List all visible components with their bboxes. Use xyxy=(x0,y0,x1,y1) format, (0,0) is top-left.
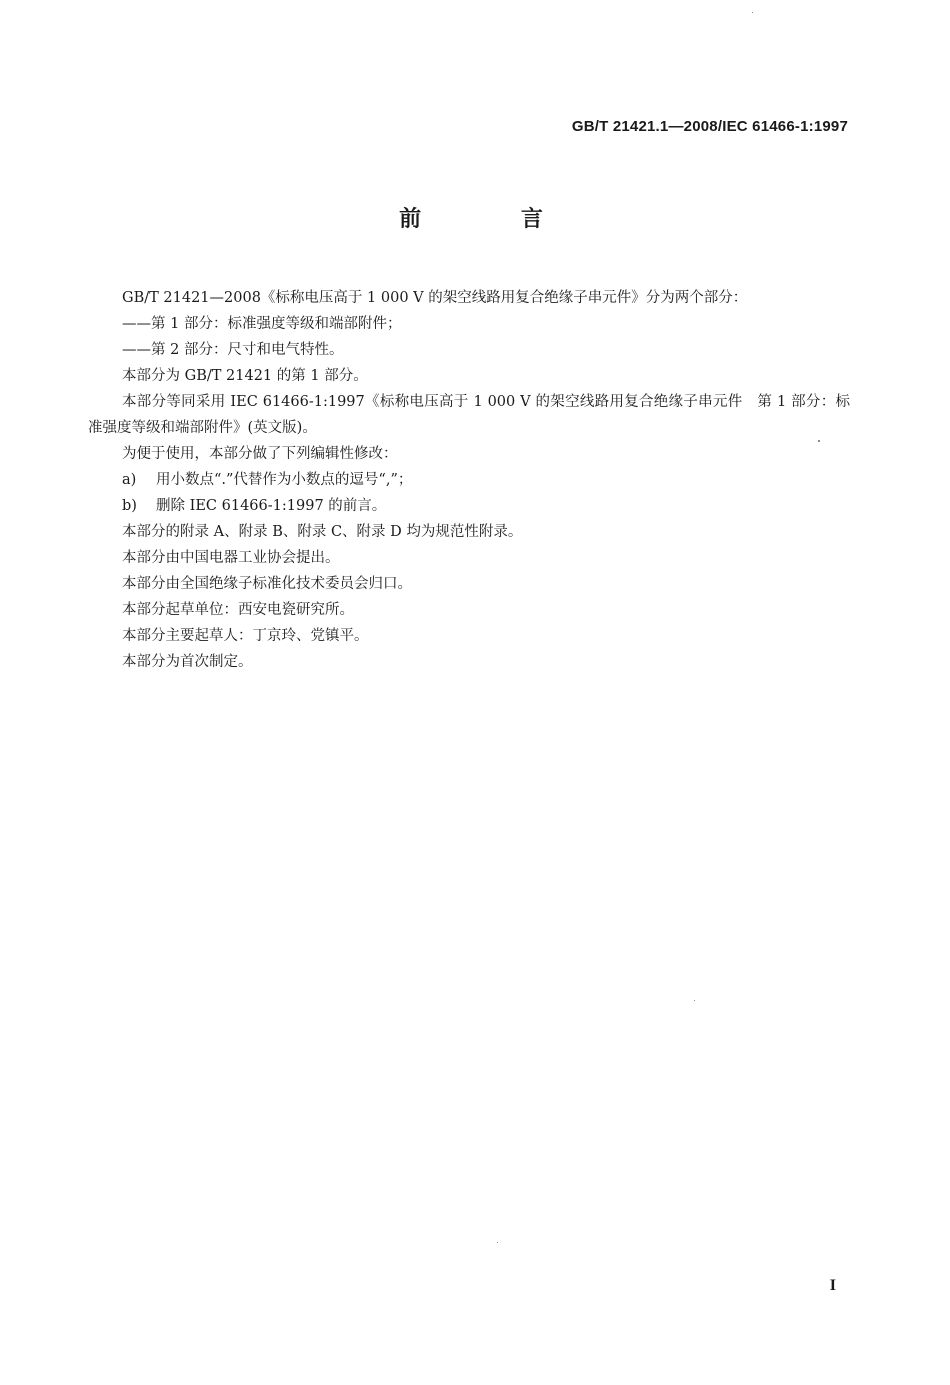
drafting-unit-paragraph: 本部分起草单位：西安电瓷研究所。 xyxy=(122,602,354,618)
list-item xyxy=(88,467,850,493)
page-number: I xyxy=(829,1277,836,1294)
scan-speck xyxy=(694,1000,695,1001)
list-item-text: 用小数点“.”代替作为小数点的逗号“,”； xyxy=(156,472,413,488)
part-1-line: ——第 1 部分：标准强度等级和端部附件； xyxy=(122,316,402,332)
proposer-paragraph: 本部分由中国电器工业协会提出。 xyxy=(122,550,340,566)
annex-paragraph: 本部分的附录 A、附录 B、附录 C、附录 D 均为规范性附录。 xyxy=(122,524,523,540)
scan-speck xyxy=(497,1242,498,1243)
standard-code-header: GB/T 21421.1—2008/IEC 61466-1:1997 xyxy=(571,118,848,135)
list-item xyxy=(88,493,850,519)
intro-paragraph: GB/T 21421—2008《标称电压高于 1 000 V 的架空线路用复合绝缘子串元件》分为两个部分： xyxy=(122,290,748,306)
scope-paragraph: 本部分为 GB/T 21421 的第 1 部分。 xyxy=(122,368,368,384)
page-title: 前 言 xyxy=(399,207,589,232)
foreword-body xyxy=(88,285,850,675)
part-2-line: ——第 2 部分：尺寸和电气特性。 xyxy=(122,342,344,358)
list-item-label: b) xyxy=(122,498,137,514)
adoption-paragraph: 本部分等同采用 IEC 61466-1:1997《标称电压高于 1 000 V 的架空线路用复合绝缘子串元件 第 1 部分：标准强度等级和端部附件》(英文版)。 xyxy=(88,394,850,436)
drafters-paragraph: 本部分主要起草人：丁京玲、党镇平。 xyxy=(122,628,369,644)
scan-speck xyxy=(752,12,753,13)
edit-notice-paragraph: 为便于使用，本部分做了下列编辑性修改： xyxy=(122,446,398,462)
list-item-text: 删除 IEC 61466-1:1997 的前言。 xyxy=(156,498,387,514)
first-edition-paragraph: 本部分为首次制定。 xyxy=(122,654,253,670)
scan-speck xyxy=(818,440,820,442)
committee-paragraph: 本部分由全国绝缘子标准化技术委员会归口。 xyxy=(122,576,412,592)
list-item-label: a) xyxy=(122,472,137,488)
